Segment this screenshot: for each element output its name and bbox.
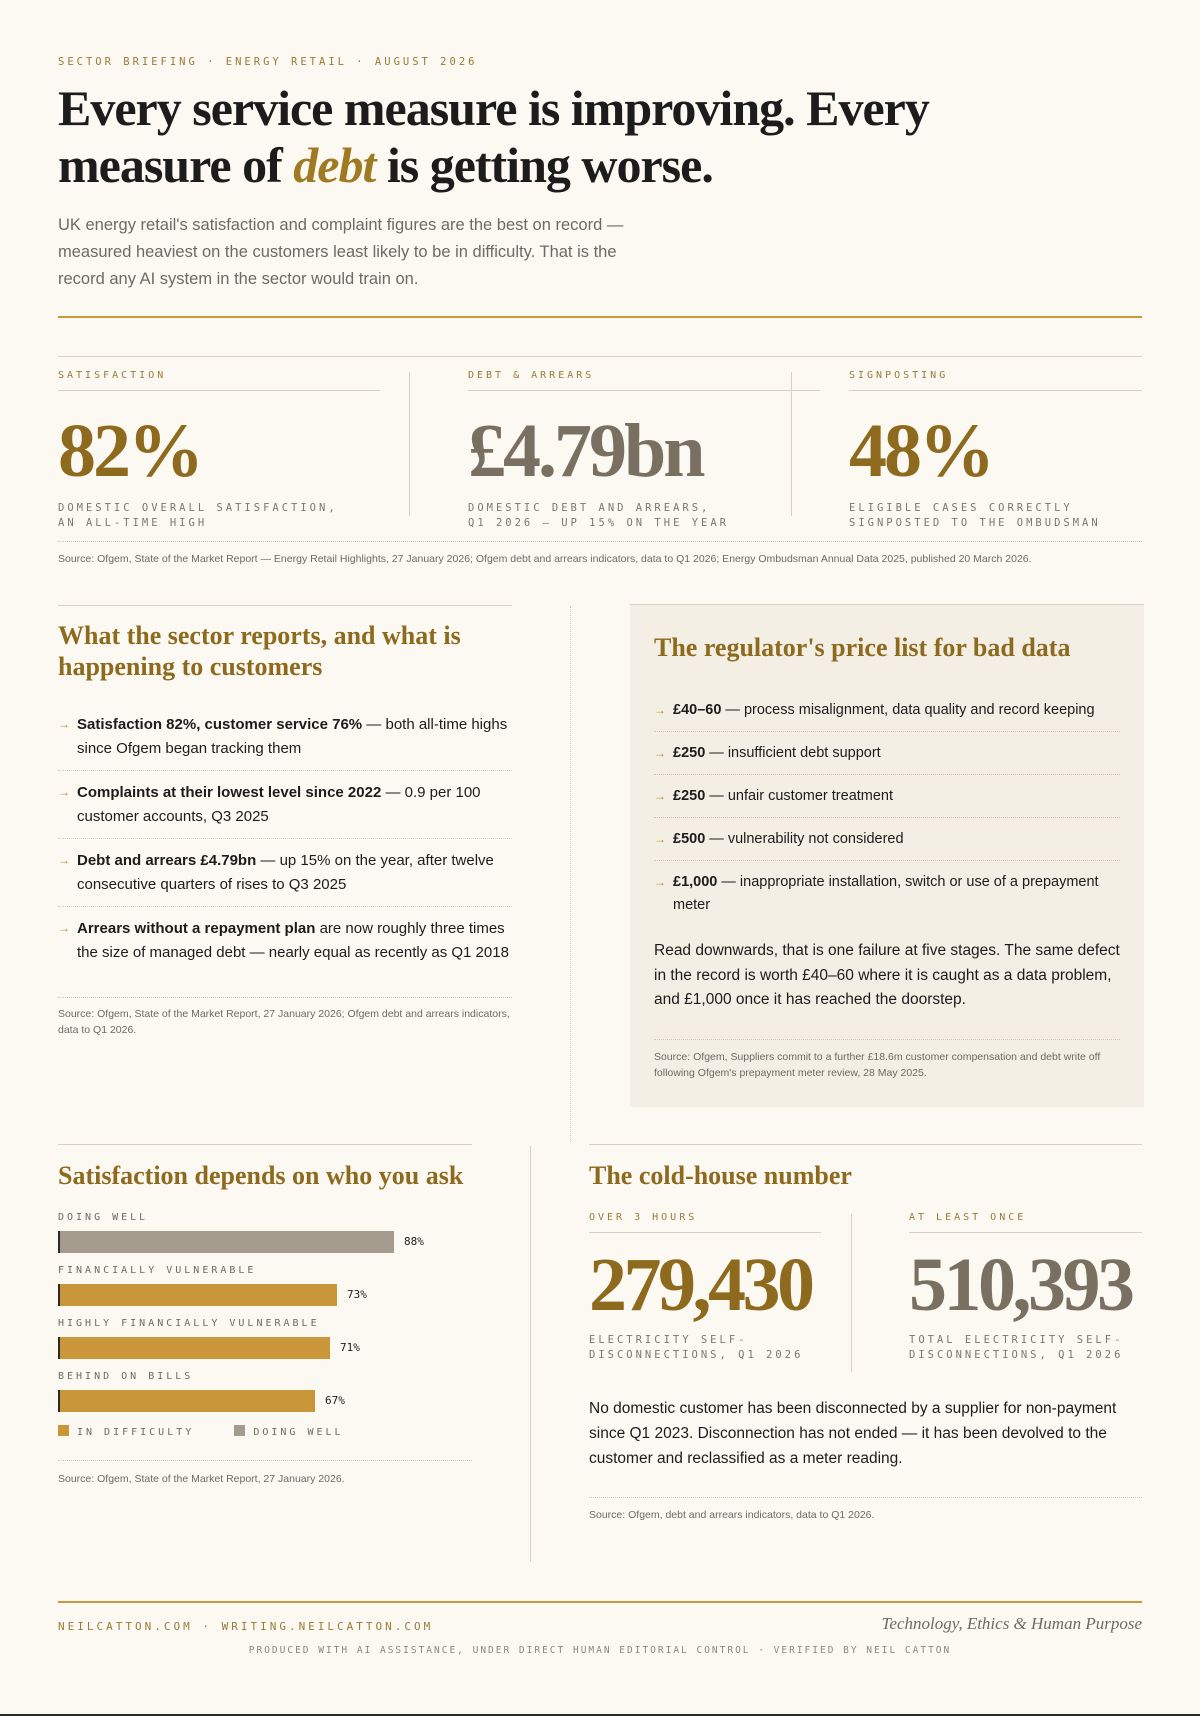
stat-divider — [791, 372, 792, 516]
stat-debt — [468, 370, 820, 530]
legend-doing-well: DOING WELL — [253, 1427, 344, 1438]
bar-value-label: 71% — [340, 1341, 360, 1354]
list-item — [58, 907, 512, 974]
cold-top-rule — [589, 1144, 1142, 1145]
cold-stat-over-3-hours — [589, 1212, 821, 1362]
arrow-icon: → — [654, 875, 666, 889]
footer-links[interactable]: NEILCATTON.COM · WRITING.NEILCATTON.COM — [58, 1620, 434, 1633]
stat-caption: DOMESTIC OVERALL SATISFACTION, AN ALL-TIME HIGH — [58, 502, 338, 529]
item-bold: £500 — [673, 831, 706, 847]
price-title: The regulator's price list for bad data — [654, 633, 1071, 662]
item-bold: £250 — [673, 745, 706, 761]
bar-track — [58, 1231, 440, 1253]
arrow-icon: → — [654, 789, 666, 803]
satisfaction-title: Satisfaction depends on who you ask — [58, 1161, 464, 1190]
arrow-icon: → — [58, 785, 70, 799]
arrow-icon: → — [654, 832, 666, 846]
price-list — [654, 689, 1120, 926]
cold-source: Source: Ofgem, debt and arrears indicators, data to Q1 2026. — [589, 1509, 875, 1521]
bar-value-label: 73% — [347, 1288, 367, 1301]
headline-part-1: Every service measure is improving. Every measure of — [58, 80, 929, 193]
satisfaction-source: Source: Ofgem, State of the Market Report, 27 January 2026. — [58, 1473, 345, 1485]
stat-label: SIGNPOSTING — [849, 370, 1142, 391]
stat-satisfaction — [58, 370, 380, 530]
item-text: — inappropriate installation, switch or use of a prepayment meter — [673, 874, 1099, 913]
stats-source: Source: Ofgem, State of the Market Report — Energy Retail Highlights, 27 January 2026; Ofgem debt and arrears indicators, data to Q1 2026; Energy Ombudsman Annual Data 2025, published 20 March 2026. — [58, 553, 1032, 565]
stats-top-rule — [58, 356, 1142, 357]
item-text: — up 15% on the year, after twelve consecutive quarters of rises to Q3 2025 — [77, 852, 494, 893]
bar-track — [58, 1337, 440, 1359]
arrow-icon: → — [58, 717, 70, 731]
legend-in-difficulty: IN DIFFICULTY — [77, 1427, 195, 1438]
item-text: are now roughly three times the size of managed debt — nearly equal as recently as Q1 2018 — [77, 920, 509, 961]
bar-track — [58, 1284, 440, 1306]
stat-signposting — [849, 370, 1142, 530]
stat-caption: DOMESTIC DEBT AND ARREARS, Q1 2026 — UP 15% ON THE YEAR — [468, 502, 730, 529]
stat-value: 48% — [849, 409, 992, 493]
arrow-icon: → — [58, 853, 70, 867]
headline-part-2: is getting worse. — [375, 137, 713, 193]
footer-rule — [58, 1601, 1142, 1603]
footer-tagline: Technology, Ethics & Human Purpose — [881, 1614, 1142, 1633]
item-text: — 0.9 per 100 customer accounts, Q3 2025 — [77, 784, 481, 825]
item-text: — vulnerability not considered — [705, 831, 904, 847]
stat-label: SATISFACTION — [58, 370, 380, 391]
stat-value: 279,430 — [589, 1243, 812, 1327]
cold-title: The cold-house number — [589, 1161, 852, 1190]
stats-source-rule — [58, 541, 1142, 542]
list-item — [58, 703, 512, 771]
footer-credit: PRODUCED WITH AI ASSISTANCE, UNDER DIRECT HUMAN EDITORIAL CONTROL · VERIFIED BY NEIL CATTON — [248, 1645, 952, 1656]
bar-label: BEHIND ON BILLS — [58, 1371, 194, 1382]
deck: UK energy retail's satisfaction and complaint figures are the best on record — measured heaviest on the customers least likely to be in difficulty. That is the record any AI system in the sector would train on. — [58, 216, 624, 288]
item-text: — both all-time highs since Ofgem began tracking them — [77, 716, 508, 757]
column-divider — [570, 606, 572, 1142]
bar — [60, 1231, 394, 1253]
bar-value-label: 88% — [404, 1235, 424, 1248]
stat-divider — [409, 372, 410, 516]
headline — [58, 80, 1058, 194]
list-item — [654, 861, 1120, 926]
stat-value: £4.79bn — [468, 409, 703, 493]
price-source: Source: Ofgem, Suppliers commit to a further £18.6m customer compensation and debt write off following Ofgem's prepayment meter review, 28 May 2025. — [654, 1051, 1101, 1079]
cold-stat-at-least-once — [909, 1212, 1142, 1362]
bar-track — [58, 1390, 440, 1412]
headline-emphasis: debt — [293, 137, 376, 193]
arrow-icon: → — [58, 921, 70, 935]
stat-caption: ELIGIBLE CASES CORRECTLY SIGNPOSTED TO THE OMBUDSMAN — [849, 502, 1101, 529]
item-bold: £40–60 — [673, 702, 722, 718]
item-bold: Arrears without a repayment plan — [77, 920, 316, 937]
cold-divider — [851, 1214, 852, 1372]
sector-top-rule — [58, 605, 512, 606]
list-item — [654, 818, 1120, 861]
item-bold: £250 — [673, 788, 706, 804]
bar-label: DOING WELL — [58, 1212, 149, 1223]
stat-caption: ELECTRICITY SELF-DISCONNECTIONS, Q1 2026 — [589, 1334, 804, 1361]
item-text: — process misalignment, data quality and record keeping — [721, 702, 1095, 718]
legend-swatch-in-difficulty — [58, 1425, 69, 1436]
header-rule — [58, 316, 1142, 318]
price-panel-text: Read downwards, that is one failure at five stages. The same defect in the record is worth £40–60 where it is caught as a data problem, and £1,000 once it has reached the doorstep. — [654, 942, 1120, 1008]
kicker: SECTOR BRIEFING · ENERGY RETAIL · AUGUST 2026 — [58, 56, 478, 68]
bar-label: HIGHLY FINANCIALLY VULNERABLE — [58, 1318, 320, 1329]
item-bold: £1,000 — [673, 874, 718, 890]
bar — [60, 1390, 315, 1412]
bar-value-label: 67% — [325, 1394, 345, 1407]
legend-swatch-doing-well — [234, 1425, 245, 1436]
satisfaction-source-rule — [58, 1460, 472, 1461]
arrow-icon: → — [654, 703, 666, 717]
list-item — [654, 775, 1120, 818]
bar — [60, 1337, 330, 1359]
sector-source-rule — [58, 997, 512, 998]
stat-label: AT LEAST ONCE — [909, 1212, 1142, 1233]
cold-source-rule — [589, 1497, 1142, 1498]
stat-label: DEBT & ARREARS — [468, 370, 820, 391]
satisfaction-top-rule — [58, 1144, 472, 1145]
arrow-icon: → — [654, 746, 666, 760]
list-item — [654, 689, 1120, 732]
item-bold: Satisfaction 82%, customer service 76% — [77, 716, 363, 733]
list-item — [58, 839, 512, 907]
price-panel — [630, 604, 1144, 1107]
item-bold: Complaints at their lowest level since 2022 — [77, 784, 382, 801]
item-text: — unfair customer treatment — [705, 788, 894, 804]
bar-label: FINANCIALLY VULNERABLE — [58, 1265, 257, 1276]
stat-value: 82% — [58, 409, 201, 493]
cold-text: No domestic customer has been disconnected by a supplier for non-payment since Q1 2023. Disconnection has not ended — it has been devolved to the customer and reclassified as a meter reading. — [589, 1400, 1117, 1467]
chart-legend — [58, 1425, 344, 1438]
sector-list — [58, 703, 512, 974]
list-item — [654, 732, 1120, 775]
item-bold: Debt and arrears £4.79bn — [77, 852, 257, 869]
sector-title: What the sector reports, and what is happening to customers — [58, 621, 461, 681]
column-divider — [530, 1146, 531, 1562]
stat-label: OVER 3 HOURS — [589, 1212, 821, 1233]
price-source-rule — [654, 1039, 1120, 1040]
bar — [60, 1284, 337, 1306]
stat-value: 510,393 — [909, 1243, 1132, 1327]
item-text: — insufficient debt support — [705, 745, 881, 761]
sector-source: Source: Ofgem, State of the Market Report, 27 January 2026; Ofgem debt and arrears indicators, data to Q1 2026. — [58, 1008, 510, 1036]
list-item — [58, 771, 512, 839]
stat-caption: TOTAL ELECTRICITY SELF-DISCONNECTIONS, Q1 2026 — [909, 1334, 1124, 1361]
